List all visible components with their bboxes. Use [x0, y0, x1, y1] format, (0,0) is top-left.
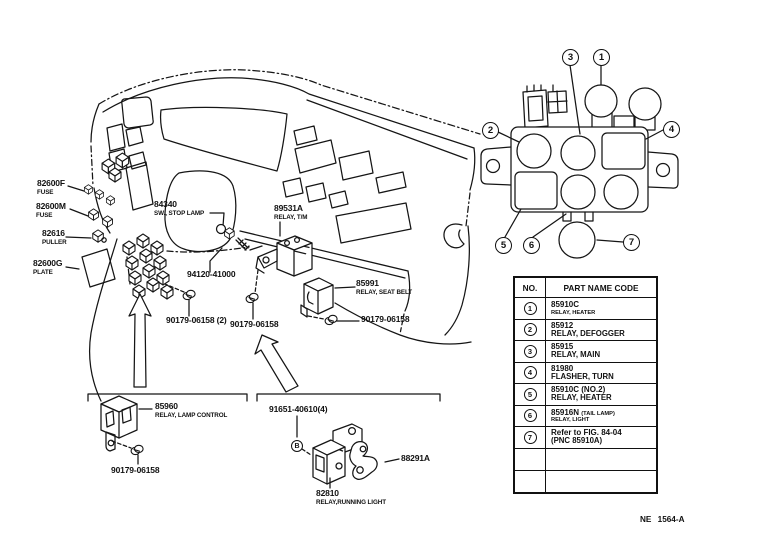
label-bolt-90179-b	[230, 320, 278, 330]
part-code: 88291A	[401, 453, 430, 463]
row-part-name: RELAY, HEATER	[551, 309, 596, 316]
callout-2: 2	[482, 122, 499, 139]
row-number-circle: 3	[524, 345, 537, 358]
part-code: 94120-41000	[187, 269, 236, 279]
relay-seat-belt-85991	[301, 278, 355, 319]
row-part-code: 85912	[551, 320, 574, 330]
relay-lamp-control-85960	[101, 396, 152, 451]
figure-reference-code: NE 1564-A	[640, 515, 685, 524]
callout-4: 4	[663, 121, 680, 138]
part-name: FUSE	[37, 188, 54, 196]
row-part-code: 85910C (NO.2)	[551, 385, 606, 395]
table-header-row	[515, 278, 656, 297]
part-code: 82600M	[36, 201, 66, 211]
part-code: 90179-06158 (2)	[166, 315, 227, 325]
callout-6: 6	[523, 237, 540, 254]
table-empty-row	[515, 470, 656, 492]
table-row	[515, 426, 656, 448]
part-code: 90179-06158	[230, 319, 279, 329]
label-85960	[155, 402, 227, 419]
label-82600f	[37, 179, 65, 196]
junction-block-cluster	[123, 234, 222, 299]
direction-arrows	[129, 294, 298, 392]
relay-tm-89531a	[255, 222, 312, 293]
row-part-name: RELAY, MAIN	[551, 350, 601, 360]
part-code: 90179-06158	[361, 314, 410, 324]
part-name-table	[513, 276, 658, 494]
label-91651-40610	[269, 405, 327, 415]
part-code: 85960	[155, 401, 178, 411]
row-part-code: Refer to FIG. 84-04	[551, 428, 622, 438]
label-85991	[356, 279, 412, 296]
part-code: 91651-40610(4)	[269, 404, 328, 414]
part-code: 90179-06158	[111, 465, 160, 475]
table-empty-row	[515, 448, 656, 470]
stop-lamp-switch	[210, 213, 262, 250]
table-row	[515, 340, 656, 362]
label-84340	[154, 200, 204, 217]
table-row	[515, 405, 656, 427]
part-code: 89531A	[274, 203, 303, 213]
row-part-code: 85916N (TAIL LAMP)	[551, 407, 615, 417]
table-row	[515, 383, 656, 405]
row-number-circle: 6	[524, 409, 537, 422]
row-part-name: RELAY, DEFOGGER	[551, 328, 625, 338]
header-no: NO.	[515, 278, 546, 297]
part-name: SW., STOP LAMP	[154, 209, 205, 217]
row-number-circle: 7	[524, 431, 537, 444]
part-name: RELAY, LAMP CONTROL	[155, 411, 228, 419]
label-bolt-90179-d	[111, 466, 159, 476]
row-number-circle: 1	[524, 302, 537, 315]
callout-7: 7	[623, 234, 640, 251]
part-code: 82616	[42, 228, 65, 238]
table-row	[515, 297, 656, 319]
label-89531a	[274, 204, 307, 221]
part-name: RELAY, SEAT BELT	[356, 288, 413, 296]
header-part-name-code: PART NAME CODE	[563, 282, 639, 293]
row-part-code: 85915	[551, 342, 574, 352]
row-number-circle: 2	[524, 323, 537, 336]
callout-b: B	[291, 440, 303, 452]
label-82600m	[36, 202, 66, 219]
part-code: 85991	[356, 278, 379, 288]
callout-3: 3	[562, 49, 579, 66]
label-82600g	[33, 259, 62, 276]
part-code: 82600F	[37, 178, 65, 188]
row-number-circle: 5	[524, 388, 537, 401]
part-code: 84340	[154, 199, 177, 209]
dashboard-panels	[107, 97, 411, 252]
label-82616	[42, 229, 67, 246]
subfigure-brackets	[88, 394, 440, 401]
part-name: RELAY, T/M	[274, 213, 308, 221]
table-row	[515, 319, 656, 341]
label-bolt-90179-c	[361, 315, 409, 325]
row-number-circle: 4	[524, 366, 537, 379]
label-94120-41000	[187, 270, 235, 280]
part-name: RELAY,RUNNING LIGHT	[316, 498, 386, 506]
dashboard-outline	[90, 70, 480, 401]
row-part-name: (PNC 85910A)	[551, 436, 603, 446]
label-82810	[316, 489, 386, 506]
relay-box-figure	[481, 65, 678, 258]
left-fuse-parts	[66, 153, 129, 287]
part-name: PLATE	[33, 268, 53, 276]
part-name: PULLER	[42, 238, 67, 246]
label-88291a	[401, 454, 430, 464]
relay-running-light-82810	[297, 416, 399, 488]
row-part-name: RELAY, LIGHT	[551, 417, 590, 424]
part-code: 82810	[316, 488, 339, 498]
part-code: 82600G	[33, 258, 63, 268]
row-part-name: RELAY, HEATER	[551, 393, 612, 403]
row-part-code: 81980	[551, 363, 574, 373]
callout-5: 5	[495, 237, 512, 254]
row-part-name: FLASHER, TURN	[551, 371, 614, 381]
row-part-code: 85910C	[551, 300, 580, 310]
table-row	[515, 362, 656, 384]
label-bolt-90179-a	[166, 316, 227, 326]
part-name: FUSE	[36, 211, 53, 219]
row-part-code-note: (TAIL LAMP)	[581, 410, 615, 417]
callout-1: 1	[593, 49, 610, 66]
